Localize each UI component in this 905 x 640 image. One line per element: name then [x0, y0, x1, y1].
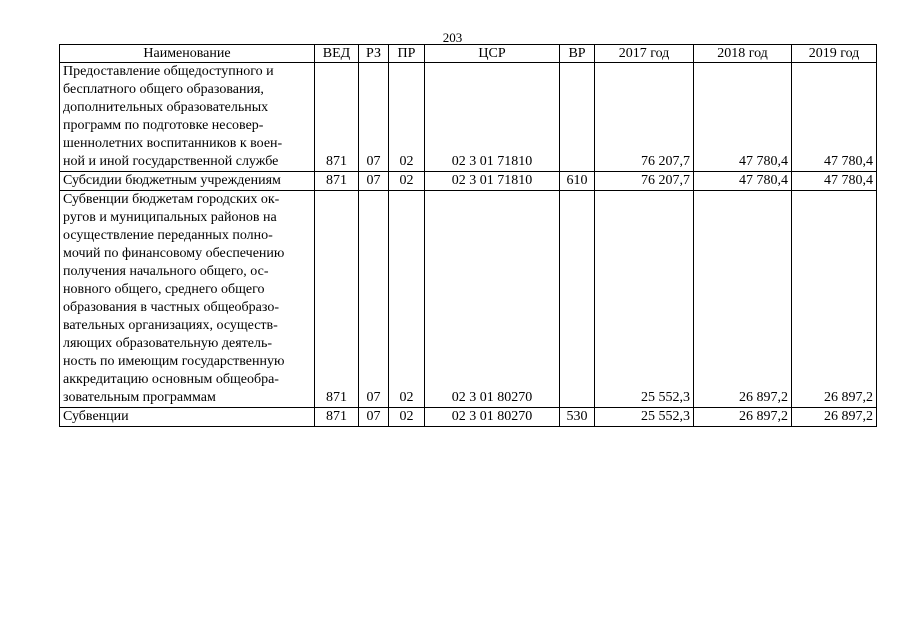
header-2019: 2019 год	[792, 45, 877, 63]
row-pr: 02	[389, 408, 425, 427]
row-rz: 07	[359, 63, 389, 172]
header-csr: ЦСР	[425, 45, 560, 63]
header-rz: РЗ	[359, 45, 389, 63]
table-row	[60, 408, 877, 427]
row-2017: 25 552,3	[595, 408, 694, 427]
row-2018: 47 780,4	[694, 172, 792, 191]
row-ved: 871	[315, 172, 359, 191]
row-vr: 610	[560, 172, 595, 191]
table-row	[60, 191, 877, 408]
row-2018: 26 897,2	[694, 191, 792, 408]
table-row	[60, 63, 877, 172]
row-2019: 47 780,4	[792, 172, 877, 191]
row-rz: 07	[359, 172, 389, 191]
row-vr	[560, 63, 595, 172]
page-number: 203	[442, 30, 463, 45]
row-2019: 26 897,2	[792, 408, 877, 427]
row-pr: 02	[389, 191, 425, 408]
row-csr: 02 3 01 80270	[425, 408, 560, 427]
row-name: Субсидии бюджетным учреждениям	[60, 172, 315, 191]
header-pr: ПР	[389, 45, 425, 63]
row-csr: 02 3 01 71810	[425, 63, 560, 172]
table-header-row	[60, 45, 877, 63]
row-2018: 26 897,2	[694, 408, 792, 427]
row-ved: 871	[315, 63, 359, 172]
row-2019: 47 780,4	[792, 63, 877, 172]
row-pr: 02	[389, 63, 425, 172]
row-2017: 76 207,7	[595, 172, 694, 191]
row-csr: 02 3 01 80270	[425, 191, 560, 408]
row-2018: 47 780,4	[694, 63, 792, 172]
row-name: Субвенции бюджетам городских ок- ругов и муниципальных районов на осуществление переданных полно- мочий по финансовому обеспечению получения начального общего, ос- новного общего, среднего общего образования в частных общеобразо- вательных организациях, осуществ- ляющих образовательную деятель- ность по имеющим государственную аккредитацию основным общеобра- зовательным программам	[60, 191, 315, 408]
row-ved: 871	[315, 191, 359, 408]
row-csr: 02 3 01 71810	[425, 172, 560, 191]
header-2017: 2017 год	[595, 45, 694, 63]
budget-table	[59, 44, 877, 427]
table-row	[60, 172, 877, 191]
row-rz: 07	[359, 191, 389, 408]
header-vr: ВР	[560, 45, 595, 63]
header-name: Наименование	[60, 45, 315, 63]
header-ved: ВЕД	[315, 45, 359, 63]
row-name: Субвенции	[60, 408, 315, 427]
row-ved: 871	[315, 408, 359, 427]
row-name: Предоставление общедоступного и бесплатного общего образования, дополнительных образовательных программ по подготовке несовер- шеннолетних воспитанников к воен- ной и иной государственной службе	[60, 63, 315, 172]
row-2019: 26 897,2	[792, 191, 877, 408]
row-vr	[560, 191, 595, 408]
row-2017: 76 207,7	[595, 63, 694, 172]
row-2017: 25 552,3	[595, 191, 694, 408]
row-vr: 530	[560, 408, 595, 427]
header-2018: 2018 год	[694, 45, 792, 63]
row-rz: 07	[359, 408, 389, 427]
row-pr: 02	[389, 172, 425, 191]
